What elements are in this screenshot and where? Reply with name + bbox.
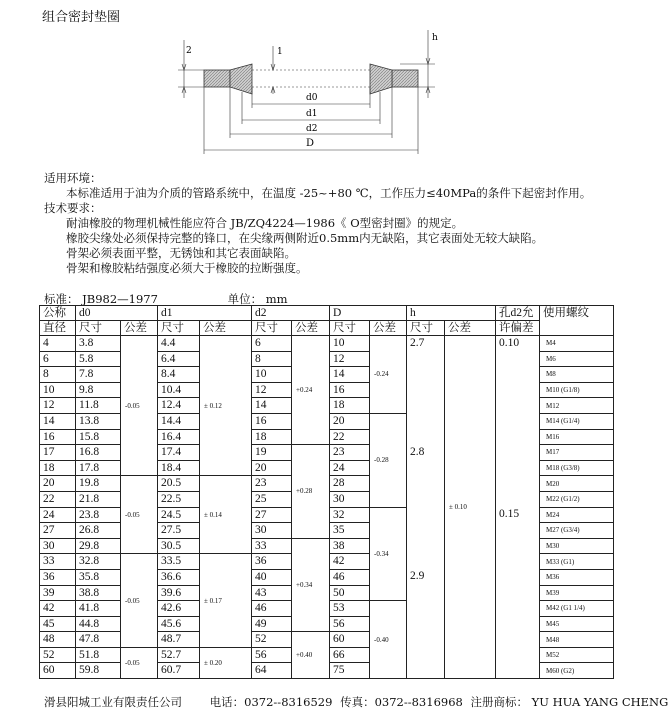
- washer-cross-section-diagram: [170, 26, 460, 168]
- D-size: 23: [330, 445, 370, 461]
- d2-size: 33: [252, 538, 292, 554]
- document-title: 组合密封垫圈: [42, 10, 121, 25]
- header-D: D: [330, 306, 407, 321]
- d0-size: 17.8: [76, 460, 121, 476]
- hole-tolerance: [496, 460, 540, 476]
- footer: [44, 694, 672, 710]
- d2-tolerance: +0.34: [292, 538, 330, 632]
- header-size: 尺寸: [76, 321, 121, 336]
- d1-size: 60.7: [158, 663, 200, 679]
- header-tol: 公差: [292, 321, 330, 336]
- D-size: 14: [330, 367, 370, 383]
- hole-tolerance: [496, 445, 540, 461]
- d0-size: 5.8: [76, 351, 121, 367]
- hole-tolerance: [496, 351, 540, 367]
- header-row-2: [40, 321, 614, 336]
- d0-tolerance: -0.05: [121, 336, 158, 476]
- d0-size: 13.8: [76, 413, 121, 429]
- D-size: 50: [330, 585, 370, 601]
- d1-tolerance: ± 0.20: [200, 647, 252, 678]
- nominal-diameter: 30: [40, 538, 76, 554]
- d1-size: 16.4: [158, 429, 200, 445]
- d0-size: 7.8: [76, 367, 121, 383]
- d1-size: 8.4: [158, 367, 200, 383]
- d0-size: 15.8: [76, 429, 121, 445]
- nominal-diameter: 10: [40, 382, 76, 398]
- hole-tolerance: [496, 663, 540, 679]
- hole-tolerance: [496, 569, 540, 585]
- hole-tolerance: [496, 523, 540, 539]
- hole-tolerance: [496, 367, 540, 383]
- d2-size: 46: [252, 601, 292, 617]
- dim-label-d2: d2: [306, 124, 318, 134]
- h-size: [407, 523, 445, 539]
- d2-size: 20: [252, 460, 292, 476]
- header-h: h: [407, 306, 496, 321]
- h-size: 2.9: [407, 569, 445, 585]
- dim-label-h: h: [432, 33, 438, 43]
- hole-tolerance: 0.15: [496, 507, 540, 523]
- d0-tolerance: -0.05: [121, 554, 158, 648]
- thread-size: M30: [540, 538, 614, 554]
- header-thread: 使用螺纹: [540, 306, 614, 336]
- tech-item: 骨架必须表面平整，无锈蚀和其它表面缺陷。: [66, 246, 296, 260]
- h-size: [407, 491, 445, 507]
- nominal-diameter: 27: [40, 523, 76, 539]
- left-rubber-lip: [230, 64, 252, 94]
- d1-size: 39.6: [158, 585, 200, 601]
- d0-size: 9.8: [76, 382, 121, 398]
- h-size: [407, 413, 445, 429]
- D-size: 30: [330, 491, 370, 507]
- d1-size: 10.4: [158, 382, 200, 398]
- d2-size: 43: [252, 585, 292, 601]
- header-tol: 公差: [200, 321, 252, 336]
- right-metal-ring: [392, 70, 418, 87]
- thread-size: M36: [540, 569, 614, 585]
- d0-size: 41.8: [76, 601, 121, 617]
- D-size: 32: [330, 507, 370, 523]
- dim-label-d1: d1: [306, 109, 318, 119]
- dim-label-1: 1: [277, 47, 283, 57]
- nominal-diameter: 60: [40, 663, 76, 679]
- d0-size: 23.8: [76, 507, 121, 523]
- thread-size: M45: [540, 616, 614, 632]
- d2-size: 36: [252, 554, 292, 570]
- h-size: 2.8: [407, 445, 445, 461]
- h-size: [407, 476, 445, 492]
- D-size: 12: [330, 351, 370, 367]
- D-size: 66: [330, 647, 370, 663]
- header-size: 尺寸: [252, 321, 292, 336]
- tech-item: 耐油橡胶的物理机械性能应符合 JB/ZQ4224—1986《 O型密封圈》的规定。: [66, 216, 464, 230]
- thread-size: M18 (G3/8): [540, 460, 614, 476]
- h-size: [407, 398, 445, 414]
- h-size: [407, 351, 445, 367]
- d2-tolerance: +0.40: [292, 632, 330, 679]
- nominal-diameter: 12: [40, 398, 76, 414]
- h-size: [407, 585, 445, 601]
- thread-size: M14 (G1/4): [540, 413, 614, 429]
- D-size: 22: [330, 429, 370, 445]
- header-d1: d1: [158, 306, 252, 321]
- unit-label: 单位： mm: [227, 292, 288, 306]
- footer-trademark: 注册商标： YU HUA YANG CHENG: [470, 695, 669, 709]
- hole-tolerance: [496, 413, 540, 429]
- thread-size: M24: [540, 507, 614, 523]
- hole-tolerance: 0.10: [496, 336, 540, 352]
- D-size: 46: [330, 569, 370, 585]
- d1-size: 17.4: [158, 445, 200, 461]
- nominal-diameter: 45: [40, 616, 76, 632]
- header-hole-2: 许偏差: [496, 321, 540, 336]
- header-tol: 公差: [370, 321, 407, 336]
- nominal-diameter: 18: [40, 460, 76, 476]
- d1-size: 33.5: [158, 554, 200, 570]
- h-size: [407, 460, 445, 476]
- nominal-diameter: 6: [40, 351, 76, 367]
- d1-size: 14.4: [158, 413, 200, 429]
- footer-phone: 电话：0372--8316529: [209, 695, 333, 709]
- thread-size: M22 (G1/2): [540, 491, 614, 507]
- d0-tolerance: -0.05: [121, 647, 158, 678]
- D-size: 42: [330, 554, 370, 570]
- header-row-1: [40, 306, 614, 321]
- d0-size: 44.8: [76, 616, 121, 632]
- nominal-diameter: 16: [40, 429, 76, 445]
- d0-size: 35.8: [76, 569, 121, 585]
- thread-size: M52: [540, 647, 614, 663]
- env-heading: 适用环境：: [44, 171, 102, 185]
- d1-size: 6.4: [158, 351, 200, 367]
- thread-size: M39: [540, 585, 614, 601]
- nominal-diameter: 48: [40, 632, 76, 648]
- nominal-diameter: 36: [40, 569, 76, 585]
- header-nominal-2: 直径: [40, 321, 76, 336]
- d2-size: 40: [252, 569, 292, 585]
- D-size: 38: [330, 538, 370, 554]
- footer-fax: 传真：0372--8316968: [340, 695, 463, 709]
- thread-size: M4: [540, 336, 614, 352]
- hole-tolerance: [496, 554, 540, 570]
- d0-size: 51.8: [76, 647, 121, 663]
- d2-size: 64: [252, 663, 292, 679]
- thread-size: M42 (G1 1/4): [540, 601, 614, 617]
- nominal-diameter: 24: [40, 507, 76, 523]
- d1-size: 45.6: [158, 616, 200, 632]
- thread-size: M10 (G1/8): [540, 382, 614, 398]
- d0-size: 59.8: [76, 663, 121, 679]
- nominal-diameter: 39: [40, 585, 76, 601]
- d2-size: 23: [252, 476, 292, 492]
- spec-table-body: [40, 336, 614, 679]
- h-size: [407, 616, 445, 632]
- nominal-diameter: 20: [40, 476, 76, 492]
- footer-company: 滑县阳城工业有限责任公司: [44, 695, 182, 709]
- thread-size: M60 (G2): [540, 663, 614, 679]
- d0-size: 29.8: [76, 538, 121, 554]
- d-tolerance: -0.40: [370, 601, 407, 679]
- header-nominal: 公称: [40, 306, 76, 321]
- d2-size: 6: [252, 336, 292, 352]
- header-hole: 孔d2允: [496, 306, 540, 321]
- header-size: 尺寸: [158, 321, 200, 336]
- h-size: [407, 367, 445, 383]
- d1-tolerance: ± 0.12: [200, 336, 252, 476]
- hole-tolerance: [496, 398, 540, 414]
- d1-size: 18.4: [158, 460, 200, 476]
- h-size: [407, 429, 445, 445]
- header-d0: d0: [76, 306, 158, 321]
- h-size: 2.7: [407, 336, 445, 352]
- d2-size: 16: [252, 413, 292, 429]
- D-size: 28: [330, 476, 370, 492]
- tech-item: 骨架和橡胶粘结强度必须大于橡胶的拉断强度。: [66, 261, 308, 275]
- header-size: 尺寸: [407, 321, 445, 336]
- d0-size: 21.8: [76, 491, 121, 507]
- d1-size: 20.5: [158, 476, 200, 492]
- d1-tolerance: ± 0.17: [200, 554, 252, 648]
- h-size: [407, 538, 445, 554]
- thread-size: M17: [540, 445, 614, 461]
- thread-size: M12: [540, 398, 614, 414]
- thread-size: M6: [540, 351, 614, 367]
- nominal-diameter: 42: [40, 601, 76, 617]
- d2-tolerance: +0.28: [292, 445, 330, 539]
- d2-size: 30: [252, 523, 292, 539]
- nominal-diameter: 52: [40, 647, 76, 663]
- thread-size: M27 (G3/4): [540, 523, 614, 539]
- d0-size: 32.8: [76, 554, 121, 570]
- thread-size: M16: [540, 429, 614, 445]
- right-rubber-lip: [370, 64, 392, 94]
- h-size: [407, 647, 445, 663]
- d1-size: 52.7: [158, 647, 200, 663]
- d-tolerance: -0.34: [370, 507, 407, 601]
- header-tol: 公差: [121, 321, 158, 336]
- d0-size: 3.8: [76, 336, 121, 352]
- h-tolerance: ± 0.10: [445, 336, 496, 679]
- d1-size: 42.6: [158, 601, 200, 617]
- D-size: 56: [330, 616, 370, 632]
- d2-size: 8: [252, 351, 292, 367]
- d1-size: 12.4: [158, 398, 200, 414]
- h-size: [407, 507, 445, 523]
- d2-size: 27: [252, 507, 292, 523]
- d1-size: 36.6: [158, 569, 200, 585]
- thread-size: M33 (G1): [540, 554, 614, 570]
- tech-item: 橡胶尖缘处必须保持完整的锋口，在尖缘两侧附近0.5mm内无缺陷，其它表面处无较大缺陷。: [66, 231, 544, 245]
- d0-size: 38.8: [76, 585, 121, 601]
- D-size: 16: [330, 382, 370, 398]
- D-size: 60: [330, 632, 370, 648]
- h-size: [407, 601, 445, 617]
- d0-size: 26.8: [76, 523, 121, 539]
- nominal-diameter: 33: [40, 554, 76, 570]
- d1-size: 22.5: [158, 491, 200, 507]
- d2-size: 52: [252, 632, 292, 648]
- hole-tolerance: [496, 429, 540, 445]
- hole-tolerance: [496, 601, 540, 617]
- d0-tolerance: -0.05: [121, 476, 158, 554]
- D-size: 10: [330, 336, 370, 352]
- D-size: 20: [330, 413, 370, 429]
- d0-size: 19.8: [76, 476, 121, 492]
- spec-table: [39, 305, 614, 679]
- dim-label-D: D: [306, 138, 315, 149]
- d2-size: 56: [252, 647, 292, 663]
- header-tol: 公差: [445, 321, 496, 336]
- env-text: 本标准适用于油为介质的管路系统中，在温度 -25~+80 ℃，工作压力≤40MPa的条件下起密封作用。: [66, 186, 592, 200]
- d2-size: 18: [252, 429, 292, 445]
- standard-number: 标准： JB982—1977: [44, 292, 158, 306]
- d1-tolerance: ± 0.14: [200, 476, 252, 554]
- h-size: [407, 554, 445, 570]
- hole-tolerance: [496, 585, 540, 601]
- nominal-diameter: 17: [40, 445, 76, 461]
- d0-size: 11.8: [76, 398, 121, 414]
- d2-size: 12: [252, 382, 292, 398]
- nominal-diameter: 22: [40, 491, 76, 507]
- h-size: [407, 663, 445, 679]
- D-size: 18: [330, 398, 370, 414]
- nominal-diameter: 4: [40, 336, 76, 352]
- dim-label-d0: d0: [306, 93, 318, 103]
- h-size: [407, 632, 445, 648]
- d2-size: 10: [252, 367, 292, 383]
- dim-label-2: 2: [186, 46, 192, 56]
- D-size: 75: [330, 663, 370, 679]
- d1-size: 48.7: [158, 632, 200, 648]
- thread-size: M48: [540, 632, 614, 648]
- header-d2: d2: [252, 306, 330, 321]
- tech-heading: 技术要求：: [44, 201, 102, 215]
- thread-size: M20: [540, 476, 614, 492]
- D-size: 24: [330, 460, 370, 476]
- d1-size: 30.5: [158, 538, 200, 554]
- d2-size: 25: [252, 491, 292, 507]
- hole-tolerance: [496, 382, 540, 398]
- hole-tolerance: [496, 647, 540, 663]
- nominal-diameter: 8: [40, 367, 76, 383]
- d2-size: 14: [252, 398, 292, 414]
- d1-size: 4.4: [158, 336, 200, 352]
- D-size: 35: [330, 523, 370, 539]
- header-size: 尺寸: [330, 321, 370, 336]
- d1-size: 27.5: [158, 523, 200, 539]
- hole-tolerance: [496, 491, 540, 507]
- d0-size: 47.8: [76, 632, 121, 648]
- hole-tolerance: [496, 538, 540, 554]
- hole-tolerance: [496, 632, 540, 648]
- hole-tolerance: [496, 476, 540, 492]
- d-tolerance: -0.28: [370, 413, 407, 507]
- d1-size: 24.5: [158, 507, 200, 523]
- d2-size: 49: [252, 616, 292, 632]
- left-metal-ring: [204, 70, 230, 87]
- nominal-diameter: 14: [40, 413, 76, 429]
- table-row: [40, 336, 614, 352]
- h-size: [407, 382, 445, 398]
- d-tolerance: -0.24: [370, 336, 407, 414]
- d2-size: 19: [252, 445, 292, 461]
- D-size: 53: [330, 601, 370, 617]
- hole-tolerance: [496, 616, 540, 632]
- d0-size: 16.8: [76, 445, 121, 461]
- d2-tolerance: +0.24: [292, 336, 330, 445]
- thread-size: M8: [540, 367, 614, 383]
